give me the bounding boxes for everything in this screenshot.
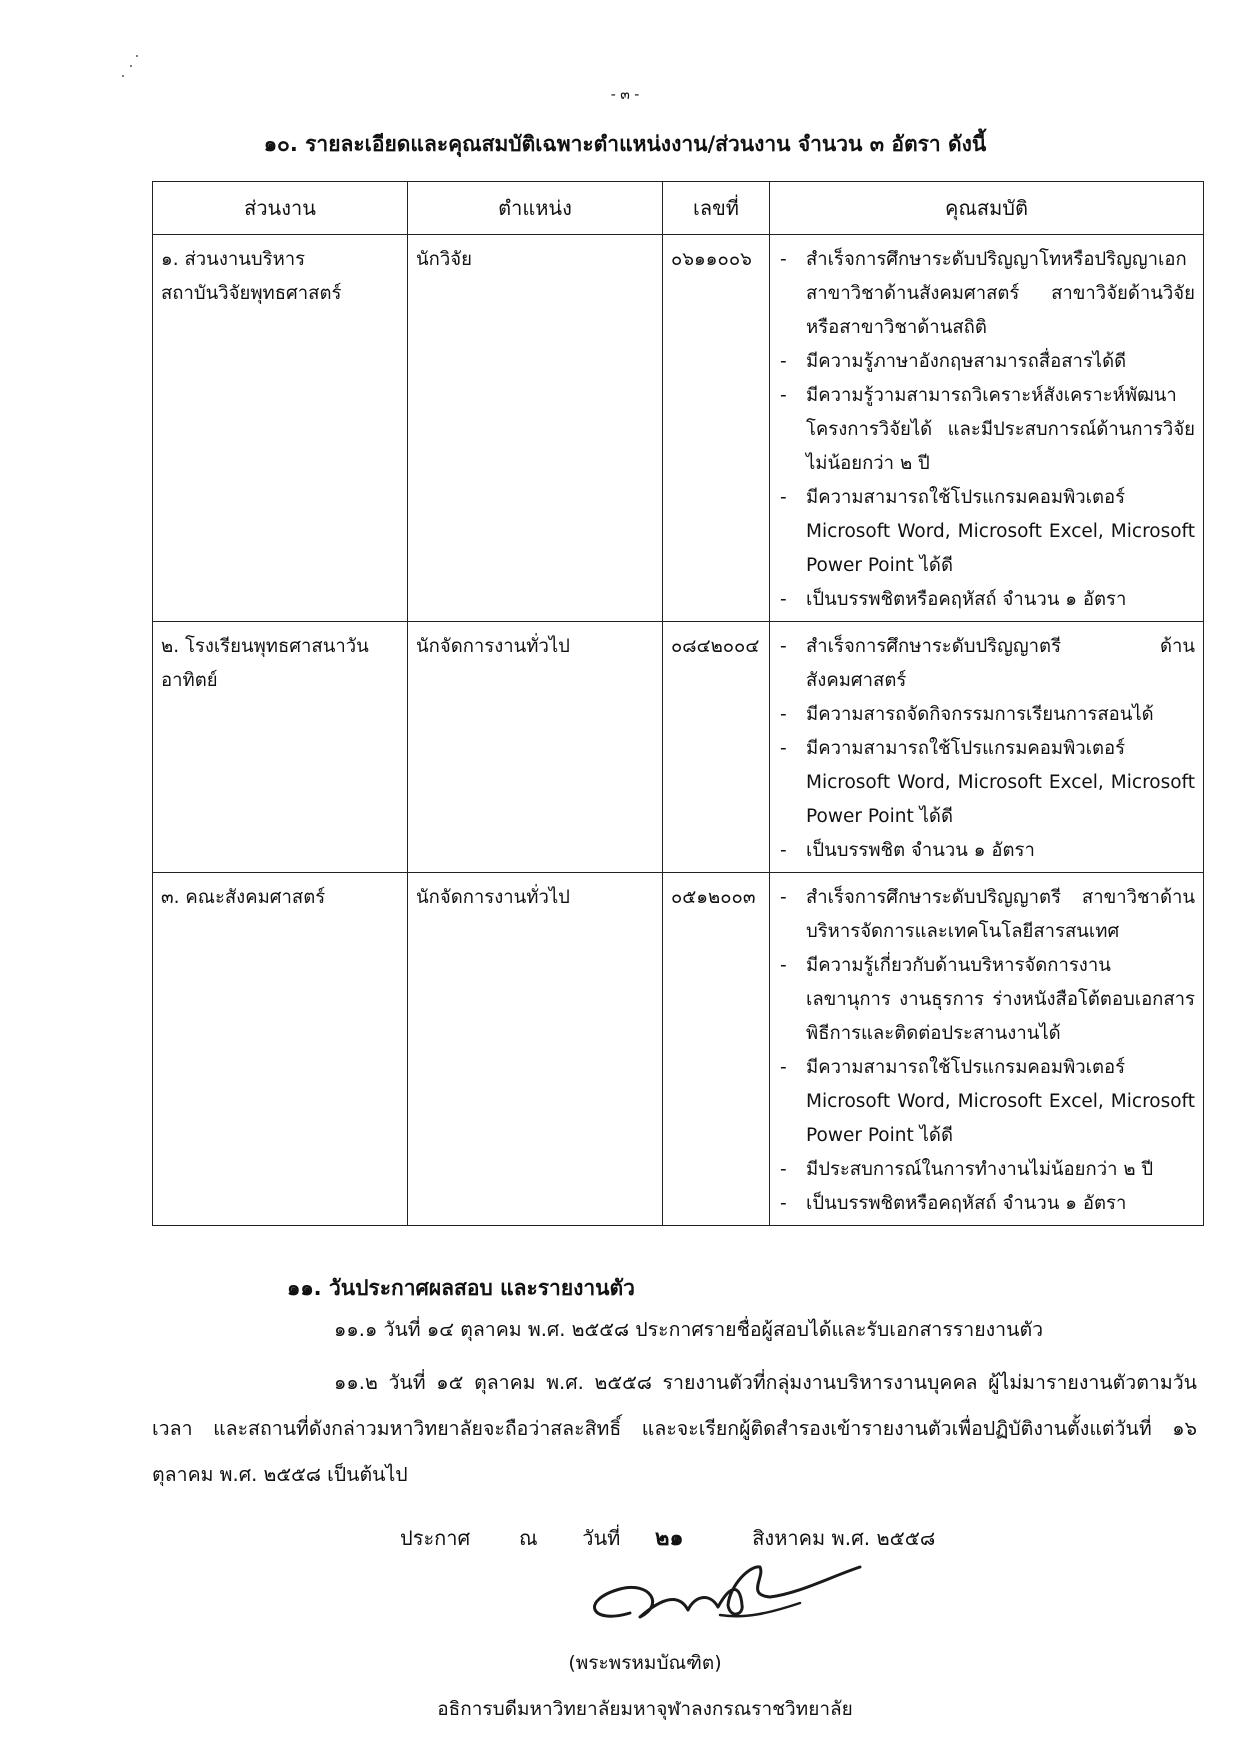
qualification-item: - สำเร็จการศึกษาระดับปริญญาตรี ด้านสังคมศาสตร์ — [778, 630, 1195, 698]
announce-month-year: สิงหาคม พ.ศ. ๒๕๕๘ — [752, 1526, 936, 1550]
signature-image — [570, 1555, 870, 1645]
header-qualifications: คุณสมบัติ — [770, 182, 1204, 235]
scan-specks — [115, 50, 145, 90]
qualification-item: - มีความรู้วามสามารถวิเคราะห์สังเคราะห์พัฒนาโครงการวิจัยได้ และมีประสบการณ์ด้านการวิจัย ไม่น้อยกว่า ๒ ปี — [778, 379, 1195, 481]
row-unit: ๒. โรงเรียนพุทธศาสนาวันอาทิตย์ — [153, 622, 408, 873]
signer-title: อธิการบดีมหาวิทยาลัยมหาจุฬาลงกรณราชวิทยาลัย — [437, 1698, 853, 1720]
qualification-item: - มีความสามารถใช้โปรแกรมคอมพิวเตอร์ Microsoft Word, Microsoft Excel, Microsoft Power Point ได้ดี — [778, 1051, 1195, 1153]
announce-at: ณ — [518, 1526, 538, 1550]
row-number: ๐๘๔๒๐๐๔ — [663, 622, 770, 873]
row-qualifications — [770, 622, 1204, 873]
table-header-row — [153, 182, 1204, 235]
qualification-item: - มีประสบการณ์ในการทำงานไม่น้อยกว่า ๒ ปี — [778, 1153, 1195, 1187]
qualification-item: - เป็นบรรพชิต จำนวน ๑ อัตรา — [778, 834, 1195, 868]
header-number: เลขที่ — [663, 182, 770, 235]
signer-name: (พระพรหมบัณฑิต) — [568, 1652, 722, 1674]
row-qualifications — [770, 235, 1204, 622]
announce-date-label: วันที่ — [582, 1526, 621, 1550]
row-unit: ๓. คณะสังคมศาสตร์ — [153, 873, 408, 1226]
table-row — [153, 873, 1204, 1226]
row-unit: ๑. ส่วนงานบริหาร สถาบันวิจัยพุทธศาสตร์ — [153, 235, 408, 622]
qualification-item: - สำเร็จการศึกษาระดับปริญญาโทหรือปริญญาเอก สาขาวิชาด้านสังคมศาสตร์ สาขาวิจัยด้านวิจัย หรือสาขาวิชาด้านสถิติ — [778, 243, 1195, 345]
qualification-item: - เป็นบรรพชิตหรือคฤหัสถ์ จำนวน ๑ อัตรา — [778, 583, 1195, 617]
row-number: ๐๖๑๑๐๐๖ — [663, 235, 770, 622]
row-qualifications — [770, 873, 1204, 1226]
section-11-item-2: ๑๑.๒ วันที่ ๑๕ ตุลาคม พ.ศ. ๒๕๕๘ รายงานตัวที่กลุ่มงานบริหารงานบุคคล ผู้ไม่มารายงานตัวตามวัน เวลา และสถานที่ดังกล่าวมหาวิทยาลัยจะถือว่าสละสิทธิ์ และจะเรียกผู้ติดสำรองเข้ารายงานตัวเพื่อปฏิบัติงานตั้งแต่วันที่ ๑๖ ตุลาคม พ.ศ. ๒๕๕๘ เป็นต้นไป — [152, 1371, 1197, 1486]
section-11-title: ๑๑. วันประกาศผลสอบ และรายงานตัว — [287, 1276, 635, 1300]
section-10-title: ๑๐. รายละเอียดและคุณสมบัติเฉพาะตำแหน่งงาน/ส่วนงาน จำนวน ๓ อัตรา ดังนี้ — [263, 132, 987, 156]
position-table — [152, 181, 1204, 1226]
qualification-item: - เป็นบรรพชิตหรือคฤหัสถ์ จำนวน ๑ อัตรา — [778, 1187, 1195, 1221]
row-number: ๐๕๑๒๐๐๓ — [663, 873, 770, 1226]
row-position: นักจัดการงานทั่วไป — [408, 873, 663, 1226]
qualification-item: - มีความสามารถใช้โปรแกรมคอมพิวเตอร์ Microsoft Word, Microsoft Excel, Microsoft Power Point ได้ดี — [778, 732, 1195, 834]
announce-label: ประกาศ — [400, 1526, 471, 1550]
table-row — [153, 622, 1204, 873]
qualification-item: - สำเร็จการศึกษาระดับปริญญาตรี สาขาวิชาด้านบริหารจัดการและเทคโนโลยีสารสนเทศ — [778, 881, 1195, 949]
header-position: ตำแหน่ง — [408, 182, 663, 235]
qualification-item: - มีความรู้เกี่ยวกับด้านบริหารจัดการงานเลขานุการ งานธุรการ ร่างหนังสือโต้ตอบเอกสารพิธีการและติดต่อประสานงานได้ — [778, 949, 1195, 1051]
announcement-line — [400, 1520, 935, 1555]
page-number: - ๓ - — [610, 87, 640, 103]
announce-day: ๒๑ — [655, 1526, 684, 1551]
section-11-item-1: ๑๑.๑ วันที่ ๑๔ ตุลาคม พ.ศ. ๒๕๕๘ ประกาศรายชื่อผู้สอบได้และรับเอกสารรายงานตัว — [334, 1318, 1044, 1341]
row-position: นักวิจัย — [408, 235, 663, 622]
row-position: นักจัดการงานทั่วไป — [408, 622, 663, 873]
qualification-item: - มีความสารถจัดกิจกรรมการเรียนการสอนได้ — [778, 698, 1195, 732]
header-unit: ส่วนงาน — [153, 182, 408, 235]
table-row — [153, 235, 1204, 622]
qualification-item: - มีความสามารถใช้โปรแกรมคอมพิวเตอร์ Microsoft Word, Microsoft Excel, Microsoft Power Point ได้ดี — [778, 481, 1195, 583]
qualification-item: - มีความรู้ภาษาอังกฤษสามารถสื่อสารได้ดี — [778, 345, 1195, 379]
